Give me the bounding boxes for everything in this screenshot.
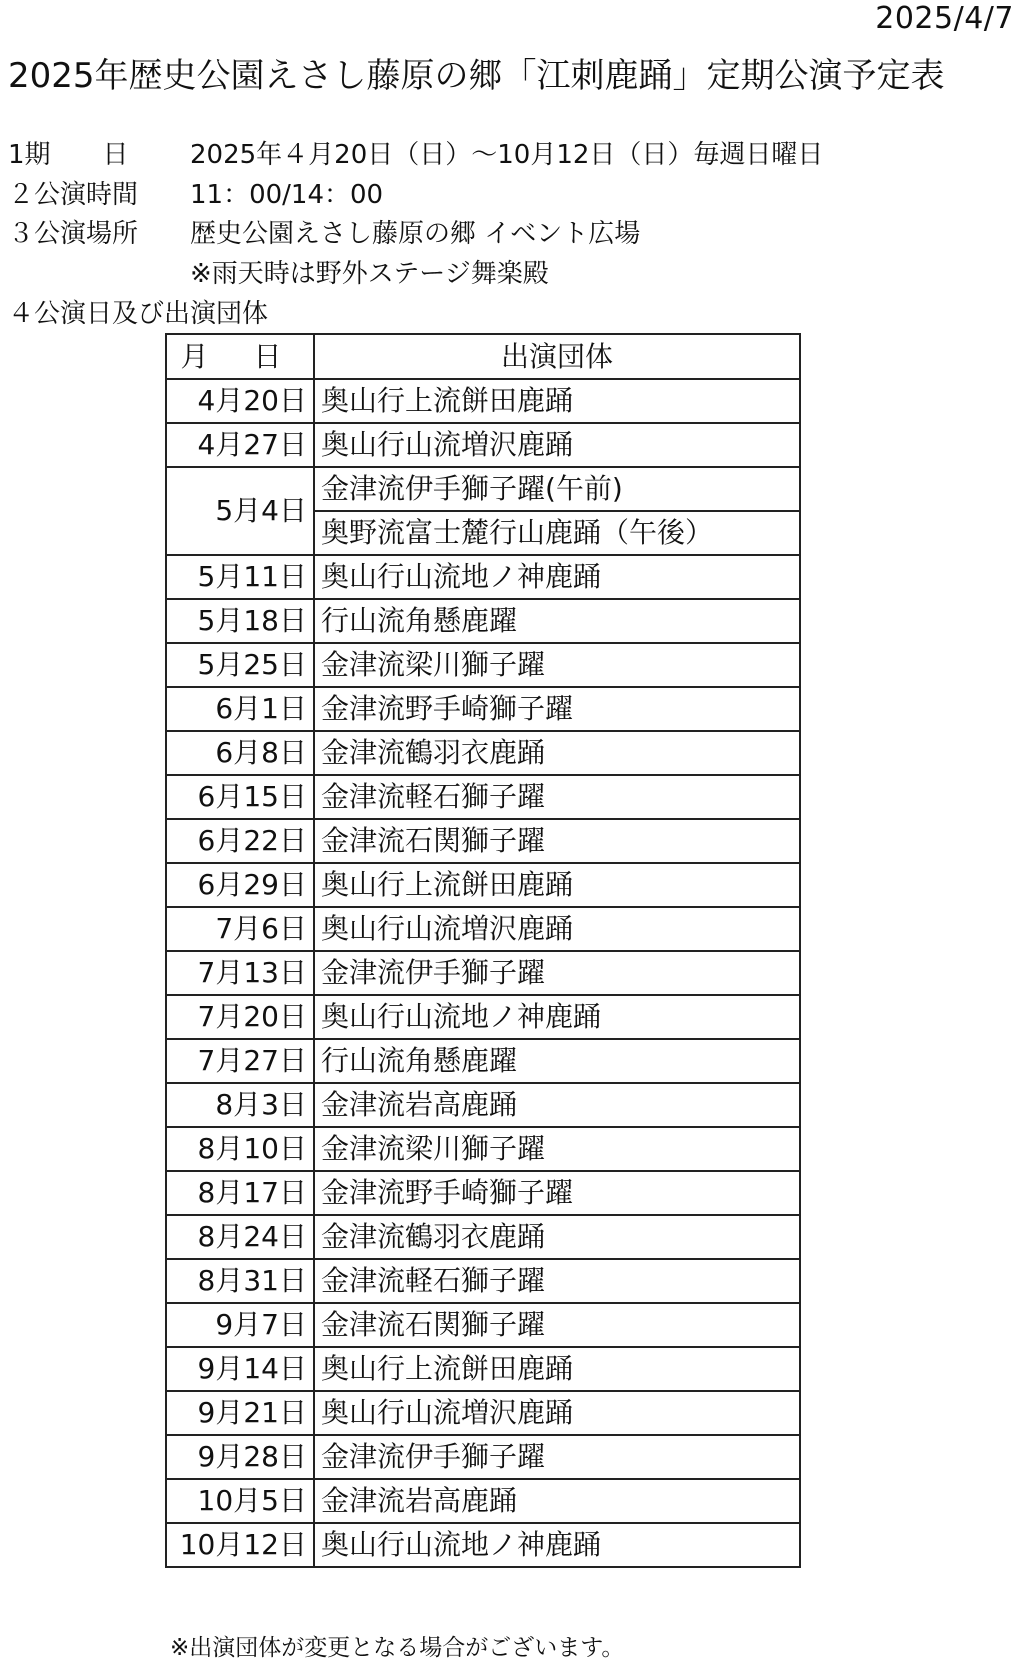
row-date: 4月27日 <box>166 423 314 467</box>
page-title: 2025年歴史公園えさし藤原の郷「江刺鹿踊」定期公演予定表 <box>8 56 945 96</box>
row-date: 6月1日 <box>166 687 314 731</box>
row-group: 奥山行山流増沢鹿踊 <box>314 1391 800 1435</box>
row-group: 金津流鶴羽衣鹿踊 <box>314 1215 800 1259</box>
info-time-value: 11：00/14：00 <box>190 180 384 210</box>
row-date: 5月25日 <box>166 643 314 687</box>
row-date: 10月12日 <box>166 1523 314 1567</box>
table-row <box>166 1039 800 1083</box>
info-rain-note <box>8 259 549 289</box>
table-row <box>166 1171 800 1215</box>
info-schedule-label: ４公演日及び出演団体 <box>8 299 269 329</box>
row-date: 7月6日 <box>166 907 314 951</box>
row-date: 5月4日 <box>166 467 314 555</box>
info-time <box>8 180 383 210</box>
row-group: 金津流伊手獅子躍 <box>314 951 800 995</box>
row-date: 9月7日 <box>166 1303 314 1347</box>
row-group: 金津流鶴羽衣鹿踊 <box>314 731 800 775</box>
table-row <box>166 1215 800 1259</box>
info-period-value: 2025年４月20日（日）～10月12日（日）毎週日曜日 <box>190 140 824 170</box>
row-group: 奥山行上流餅田鹿踊 <box>314 1347 800 1391</box>
table-row <box>166 467 800 511</box>
row-group: 金津流岩高鹿踊 <box>314 1083 800 1127</box>
row-group: 金津流伊手獅子躍(午前) <box>314 467 800 511</box>
row-date: 6月15日 <box>166 775 314 819</box>
row-group: 奥山行山流増沢鹿踊 <box>314 907 800 951</box>
row-group: 金津流軽石獅子躍 <box>314 1259 800 1303</box>
table-row <box>166 995 800 1039</box>
row-group: 行山流角懸鹿躍 <box>314 1039 800 1083</box>
row-date: 9月28日 <box>166 1435 314 1479</box>
row-date: 9月21日 <box>166 1391 314 1435</box>
document-date: 2025/4/7 <box>875 1 1014 36</box>
row-date: 8月31日 <box>166 1259 314 1303</box>
row-group: 奥山行山流地ノ神鹿踊 <box>314 555 800 599</box>
schedule-body <box>166 379 800 1567</box>
table-row <box>166 423 800 467</box>
row-date: 8月17日 <box>166 1171 314 1215</box>
table-row <box>166 643 800 687</box>
row-group: 奥山行上流餅田鹿踊 <box>314 379 800 423</box>
row-group: 奥山行上流餅田鹿踊 <box>314 863 800 907</box>
row-date: 10月5日 <box>166 1479 314 1523</box>
row-group: 行山流角懸鹿躍 <box>314 599 800 643</box>
row-group: 奥山行山流地ノ神鹿踊 <box>314 1523 800 1567</box>
header-group: 出演団体 <box>314 334 800 379</box>
table-row <box>166 1259 800 1303</box>
table-row <box>166 555 800 599</box>
info-place-value: 歴史公園えさし藤原の郷 イベント広場 <box>190 219 641 249</box>
row-group: 金津流伊手獅子躍 <box>314 1435 800 1479</box>
row-group: 奥山行山流地ノ神鹿踊 <box>314 995 800 1039</box>
row-date: 6月8日 <box>166 731 314 775</box>
schedule-table <box>165 333 801 1568</box>
header-date: 月 日 <box>166 334 314 379</box>
table-row <box>166 1303 800 1347</box>
table-row <box>166 1083 800 1127</box>
row-group: 金津流石関獅子躍 <box>314 819 800 863</box>
table-row <box>166 687 800 731</box>
row-group: 金津流梁川獅子躍 <box>314 1127 800 1171</box>
row-date: 7月13日 <box>166 951 314 995</box>
row-date: 7月27日 <box>166 1039 314 1083</box>
table-row <box>166 599 800 643</box>
row-group: 金津流梁川獅子躍 <box>314 643 800 687</box>
row-group: 金津流野手崎獅子躍 <box>314 1171 800 1215</box>
table-row <box>166 379 800 423</box>
table-row <box>166 1435 800 1479</box>
row-date: 6月29日 <box>166 863 314 907</box>
footnote: ※出演団体が変更となる場合がございます。 <box>170 1635 625 1661</box>
row-group: 金津流岩高鹿踊 <box>314 1479 800 1523</box>
row-group: 奥野流富士麓行山鹿踊（午後） <box>314 511 800 555</box>
row-group: 金津流野手崎獅子躍 <box>314 687 800 731</box>
info-period-label: 1期 日 <box>8 140 129 170</box>
row-group: 金津流石関獅子躍 <box>314 1303 800 1347</box>
table-row <box>166 907 800 951</box>
table-row <box>166 863 800 907</box>
table-row <box>166 951 800 995</box>
row-date: 5月18日 <box>166 599 314 643</box>
rain-note-text: ※雨天時は野外ステージ舞楽殿 <box>190 259 549 289</box>
row-date: 8月3日 <box>166 1083 314 1127</box>
row-group: 奥山行山流増沢鹿踊 <box>314 423 800 467</box>
table-row <box>166 1391 800 1435</box>
row-date: 5月11日 <box>166 555 314 599</box>
row-date: 4月20日 <box>166 379 314 423</box>
row-date: 8月10日 <box>166 1127 314 1171</box>
table-row <box>166 775 800 819</box>
info-period <box>8 140 823 170</box>
info-place-label: ３公演場所 <box>8 219 139 249</box>
table-row <box>166 731 800 775</box>
table-row <box>166 1347 800 1391</box>
row-date: 9月14日 <box>166 1347 314 1391</box>
row-group: 金津流軽石獅子躍 <box>314 775 800 819</box>
row-date: 7月20日 <box>166 995 314 1039</box>
table-row <box>166 819 800 863</box>
info-time-label: ２公演時間 <box>8 180 139 210</box>
row-date: 8月24日 <box>166 1215 314 1259</box>
table-row <box>166 1479 800 1523</box>
info-place <box>8 219 640 249</box>
table-row <box>166 1127 800 1171</box>
row-date: 6月22日 <box>166 819 314 863</box>
table-row <box>166 1523 800 1567</box>
table-header-row <box>166 334 800 379</box>
